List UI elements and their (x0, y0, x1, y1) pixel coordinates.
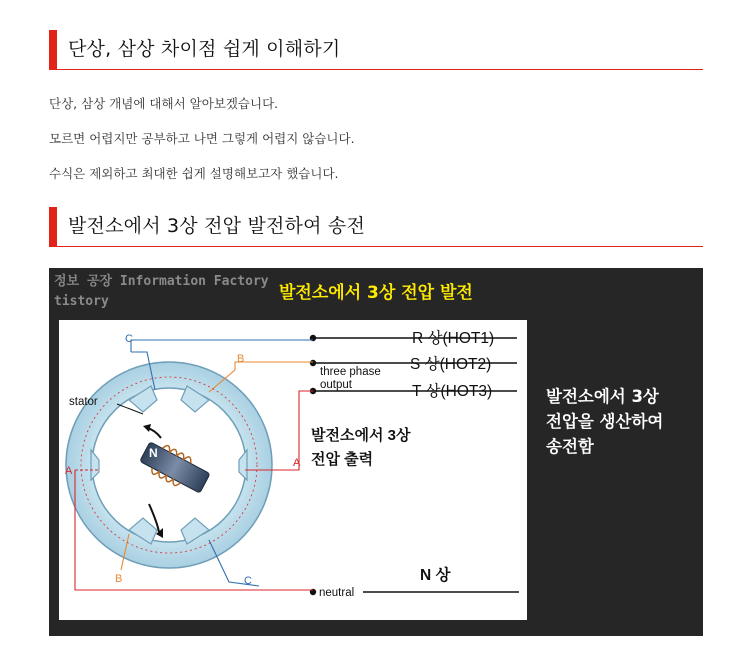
side-caption-line: 송전함 (546, 437, 594, 456)
coil-a-label: A (293, 457, 301, 469)
paragraph: 단상, 삼상 개념에 대해서 알아보겠습니다. (49, 96, 279, 111)
heading-accent-bar (49, 207, 57, 246)
section-heading-text: 단상, 삼상 차이점 쉽게 이해하기 (68, 38, 341, 60)
stator-label: stator (69, 396, 98, 408)
output-description: 전압 출력 (311, 451, 374, 468)
figure-side-caption (546, 384, 663, 459)
generator-diagram (59, 320, 527, 620)
generator-figure (49, 268, 703, 636)
paragraph: 수식은 제외하고 최대한 쉽게 설명해보고자 했습니다. (49, 166, 339, 181)
coil-c-label: C (244, 575, 252, 587)
section-heading-differences (49, 30, 703, 70)
magnet-north-label: N (149, 446, 158, 460)
coil-c-label: C (125, 333, 133, 345)
neutral-label: neutral (319, 587, 355, 599)
watermark-line: 정보 공장 Information Factory (54, 274, 269, 289)
section-heading-generation (49, 207, 703, 247)
paragraph: 모르면 어렵지만 공부하고 나면 그렇게 어렵지 않습니다. (49, 131, 355, 146)
side-caption-line: 발전소에서 3상 (546, 387, 659, 406)
coil-a-label: A (65, 465, 73, 477)
watermark (54, 272, 269, 312)
side-caption-line: 전압을 생산하여 (546, 412, 664, 431)
coil-b-label: B (237, 353, 245, 365)
magnet-south-label: S (211, 479, 220, 493)
phase-r-label: R 상(HOT1) (412, 330, 495, 347)
section-heading-text: 발전소에서 3상 전압 발전하여 송전 (68, 215, 366, 237)
heading-accent-bar (49, 30, 57, 69)
three-phase-output-label: three phase (320, 366, 381, 378)
phase-n-label: N 상 (420, 567, 451, 584)
figure-title: 발전소에서 3상 전압 발전 (279, 283, 473, 303)
coil-b-label: B (115, 573, 123, 585)
three-phase-output-label: output (320, 379, 352, 391)
phase-t-label: T 상(HOT3) (412, 383, 493, 400)
generator-diagram-panel (59, 320, 527, 620)
phase-s-label: S 상(HOT2) (410, 356, 492, 373)
watermark-line: tistory (54, 294, 109, 309)
output-description: 발전소에서 3상 (311, 427, 411, 444)
